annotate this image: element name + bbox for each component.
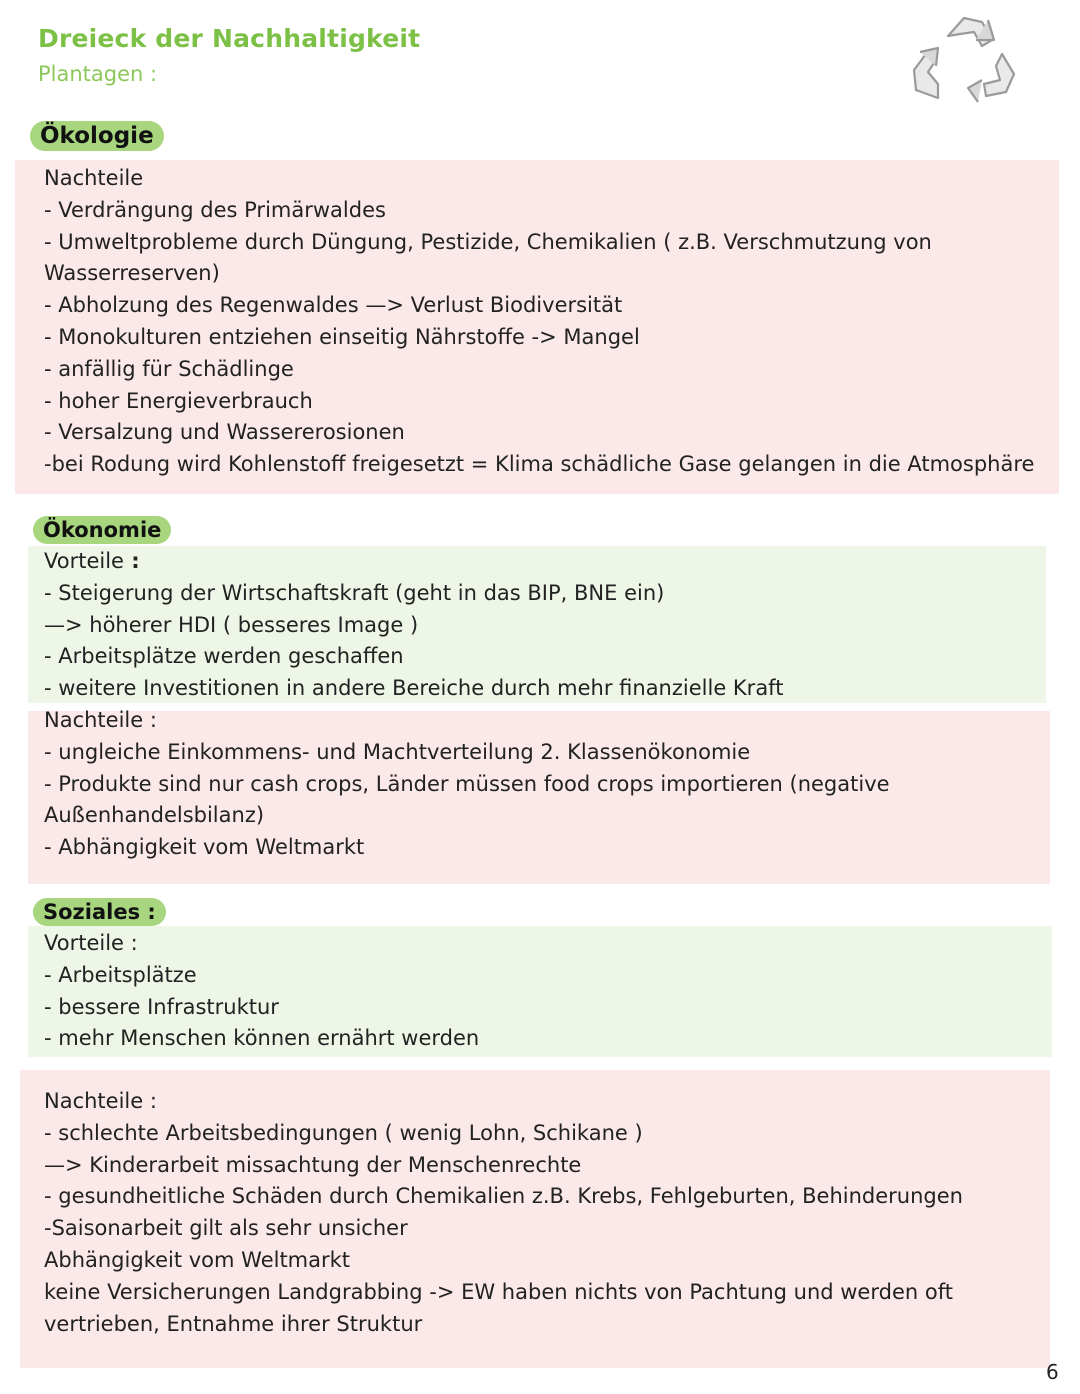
oekonomie-cons-list — [44, 705, 890, 864]
recycle-icon — [908, 10, 1024, 110]
list-item: Außenhandelsbilanz) — [44, 803, 265, 828]
list-item: - Umweltprobleme durch Düngung, Pestizide, Chemikalien ( z.B. Verschmutzung von — [44, 229, 932, 254]
list-item: - ungleiche Einkommens- und Machtverteilung 2. Klassenökonomie — [44, 739, 751, 764]
list-item: - anfällig für Schädlinge — [44, 356, 294, 381]
list-item: - gesundheitliche Schäden durch Chemikalien z.B. Krebs, Fehlgeburten, Behinderungen — [44, 1184, 963, 1209]
list-item: -bei Rodung wird Kohlenstoff freigesetzt = Klima schädliche Gase gelangen in die Atmosphäre — [44, 452, 1035, 477]
list-item: - weitere Investitionen in andere Bereiche durch mehr finanzielle Kraft — [44, 676, 784, 701]
page-number: 6 — [1046, 1360, 1059, 1384]
soziales-tag: Soziales : — [33, 898, 166, 926]
oekonomie-tag: Ökonomie — [33, 516, 171, 544]
list-item: - Abholzung des Regenwaldes —> Verlust Biodiversität — [44, 293, 623, 318]
list-item: - Versalzung und Wassererosionen — [44, 420, 405, 445]
list-item: Vorteile : — [44, 931, 138, 955]
oekonomie-pros-list — [44, 546, 783, 705]
list-item: Nachteile : — [44, 1089, 157, 1113]
list-item: - Arbeitsplätze werden geschaffen — [44, 644, 404, 669]
list-item: - Monokulturen entziehen einseitig Nährstoffe -> Mangel — [44, 324, 640, 349]
list-item: —> höherer HDI ( besseres Image ) — [44, 612, 419, 637]
list-item: Wasserreserven) — [44, 261, 220, 286]
list-item: - mehr Menschen können ernährt werden — [44, 1026, 480, 1051]
list-item: - hoher Energieverbrauch — [44, 388, 313, 413]
list-item: Nachteile : — [44, 708, 157, 732]
pros-heading-colon: : — [123, 549, 140, 573]
soziales-pros-list — [44, 928, 479, 1055]
page-title: Dreieck der Nachhaltigkeit — [38, 24, 421, 53]
oekologie-cons-list — [44, 163, 1034, 481]
list-item: —> Kinderarbeit missachtung der Menschenrechte — [44, 1152, 582, 1177]
pros-heading-text: Vorteile — [44, 549, 124, 573]
list-item: - Verdrängung des Primärwaldes — [44, 197, 386, 222]
list-item: Abhängigkeit vom Weltmarkt — [44, 1247, 351, 1272]
list-item: - Abhängigkeit vom Weltmarkt — [44, 835, 365, 860]
oekologie-tag: Ökologie — [30, 121, 164, 151]
list-item: - Arbeitsplätze — [44, 962, 197, 987]
list-item: - bessere Infrastruktur — [44, 994, 279, 1019]
list-item: - Produkte sind nur cash crops, Länder müssen food crops importieren (negative — [44, 771, 890, 796]
pros-heading — [44, 546, 783, 578]
page-subtitle: Plantagen : — [38, 62, 158, 86]
list-item: - schlechte Arbeitsbedingungen ( wenig Lohn, Schikane ) — [44, 1120, 643, 1145]
list-item: -Saisonarbeit gilt als sehr unsicher — [44, 1216, 408, 1241]
list-item: Nachteile — [44, 166, 144, 190]
list-item: keine Versicherungen Landgrabbing -> EW haben nichts von Pachtung und werden oft — [44, 1279, 953, 1304]
soziales-cons-list — [44, 1086, 963, 1340]
list-item: vertrieben, Entnahme ihrer Struktur — [44, 1311, 423, 1336]
list-item: - Steigerung der Wirtschaftskraft (geht in das BIP, BNE ein) — [44, 580, 665, 605]
